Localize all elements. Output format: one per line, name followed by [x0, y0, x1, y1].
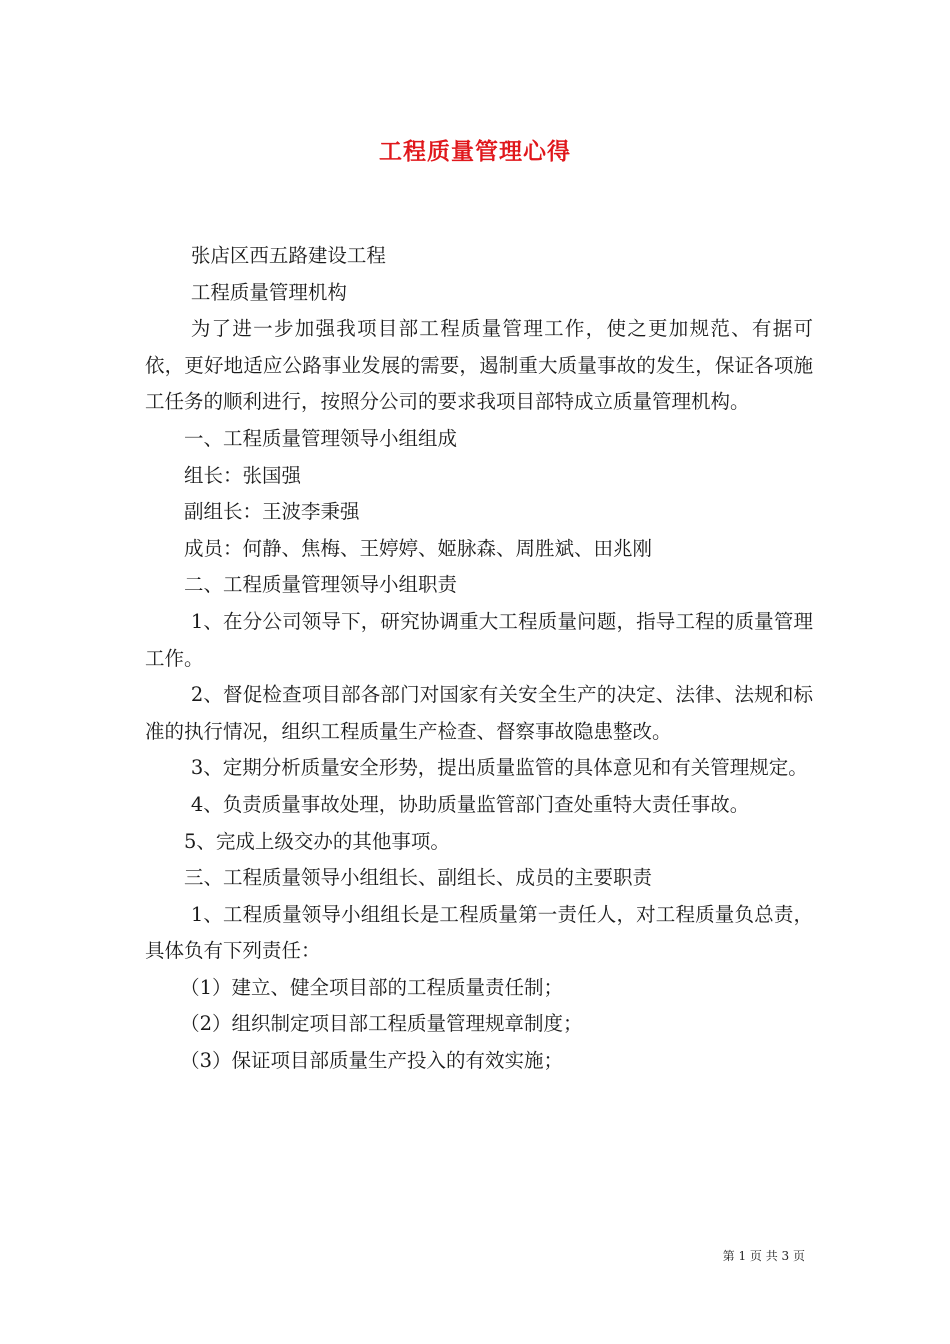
duty-item-1: 1、在分公司领导下，研究协调重大工程质量问题，指导工程的质量管理工作。	[145, 609, 813, 670]
document-title: 工程质量管理心得	[379, 138, 571, 165]
duty-item-2: 2、督促检查项目部各部门对国家有关安全生产的决定、法律、法规和标准的执行情况，组织工程质量生产检查、督察事故隐患整改。	[145, 683, 813, 743]
duty-item-5: 5、完成上级交办的其他事项。	[184, 829, 450, 853]
responsibility-sub-3: （3）保证项目部质量生产投入的有效实施；	[180, 1049, 564, 1073]
paragraph-project-name: 张店区西五路建设工程	[190, 244, 386, 267]
paragraph-org-heading: 工程质量管理机构	[190, 280, 347, 304]
paragraph-deputy-leader: 副组长：王波李秉强	[184, 500, 360, 524]
responsibility-item-1: 1、工程质量领导小组组长是工程质量第一责任人，对工程质量负总责，具体负有下列责任：	[145, 902, 813, 963]
paragraph-members: 成员：何静、焦梅、王婷婷、姬脉森、周胜斌、田兆刚	[184, 536, 653, 560]
duty-item-4: 4、负责质量事故处理，协助质量监管部门查处重特大责任事故。	[190, 792, 750, 816]
page-number: 第 1 页 共 3 页	[722, 1249, 805, 1263]
paragraph-leader: 组长：张国强	[184, 463, 302, 487]
responsibility-sub-2: （2）组织制定项目部工程质量管理规章制度；	[180, 1012, 583, 1036]
section-heading-2: 二、工程质量管理领导小组职责	[184, 573, 458, 597]
section-heading-1: 一、工程质量管理领导小组组成	[184, 426, 458, 450]
section-heading-3: 三、工程质量领导小组组长、副组长、成员的主要职责	[184, 866, 653, 890]
duty-item-3: 3、定期分析质量安全形势，提出质量监管的具体意见和有关管理规定。	[190, 756, 808, 780]
document-body	[145, 238, 813, 1080]
responsibility-sub-1: （1）建立、健全项目部的工程质量责任制；	[180, 975, 564, 999]
paragraph-intro: 为了进一步加强我项目部工程质量管理工作，使之更加规范、有据可依，更好地适应公路事业发展的需要，遏制重大质量事故的发生，保证各项施工任务的顺利进行，按照分公司的要求我项目部特成立质量管理机构。	[145, 317, 813, 414]
